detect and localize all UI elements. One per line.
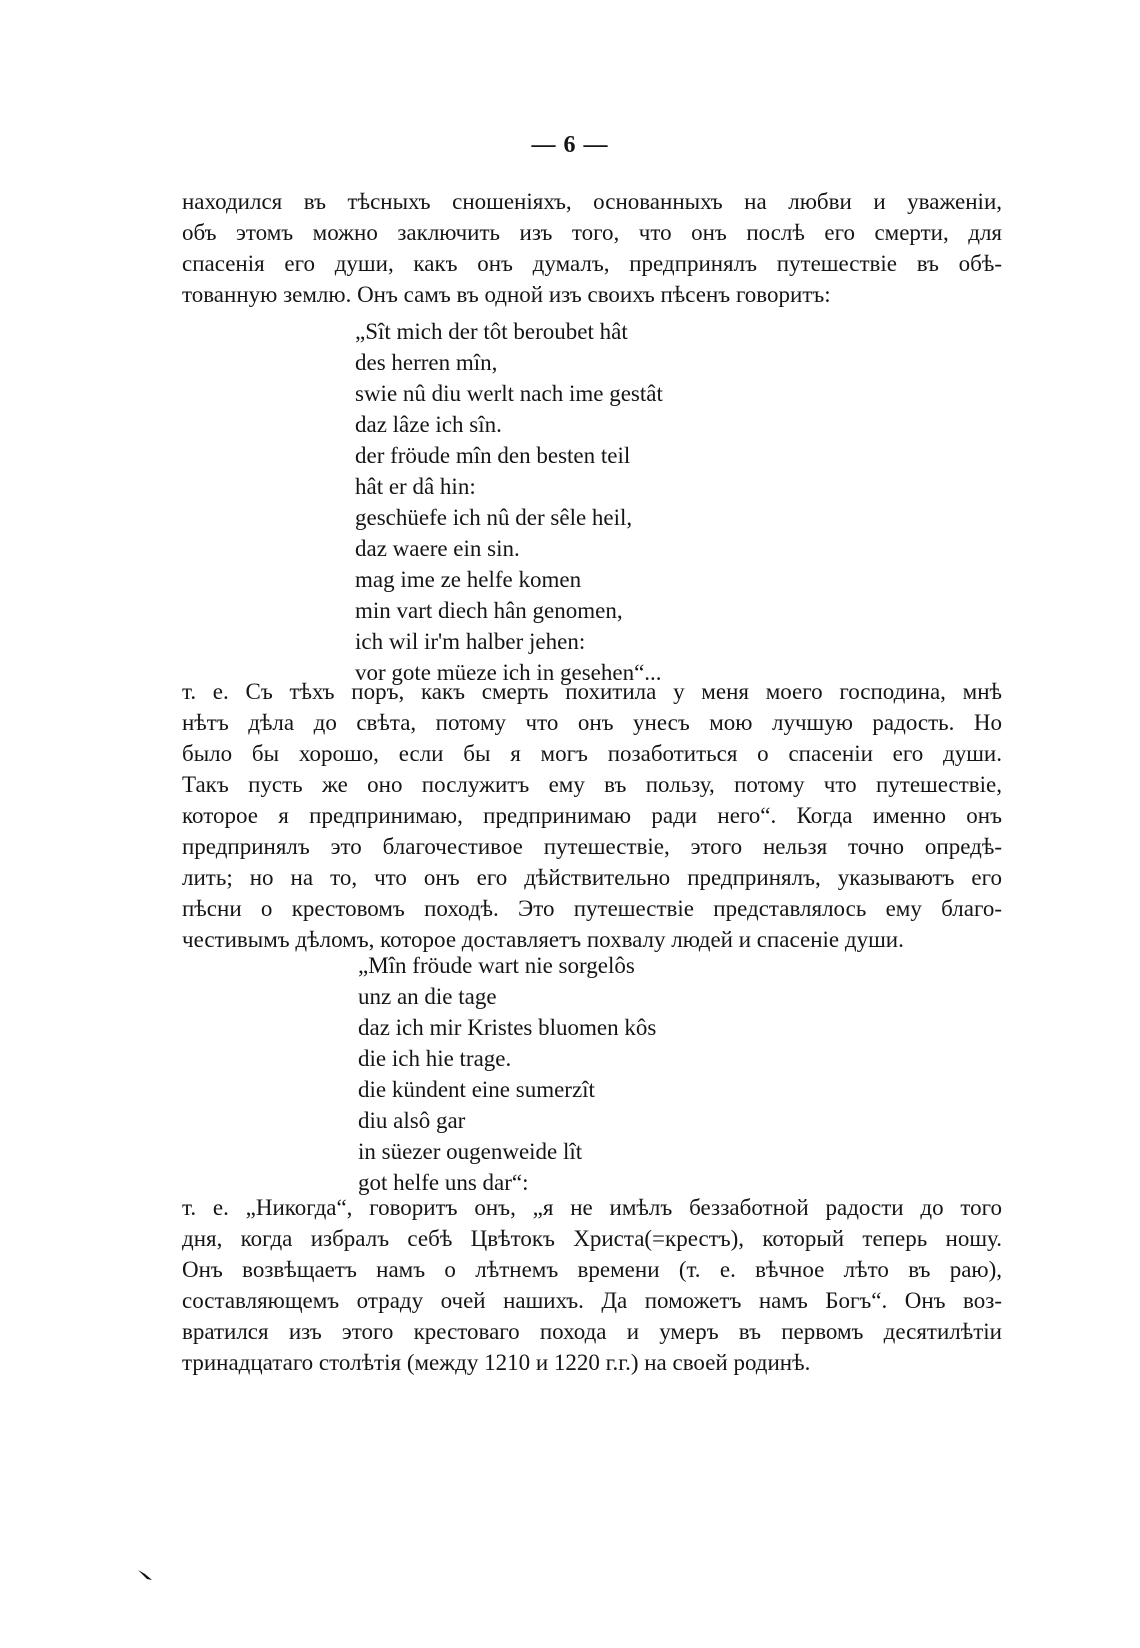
verse-line: ich wil ir'm halber jehen: <box>355 629 586 654</box>
verse-line: vor gote müeze ich in gesehen“... <box>355 660 662 685</box>
verse-line: der fröude mîn den besten teil <box>355 443 631 468</box>
verse-line: daz waere ein sin. <box>355 536 520 561</box>
paragraph-2-line: лить; но на то, что онъ его дѣйствительно предпринялъ, указываютъ его <box>182 865 1002 890</box>
verse-line: „Sît mich der tôt beroubet hât <box>355 319 628 344</box>
paragraph-2-line: Такъ пусть же оно послужитъ ему въ пользу, потому что путешествіе, <box>182 772 1002 797</box>
paragraph-3-line: вратился изъ этого крестоваго похода и умеръ въ первомъ десятилѣтіи <box>182 1319 1002 1344</box>
verse-line: daz lâze ich sîn. <box>355 412 502 437</box>
paragraph-2-line: которое я предпринимаю, предпринимаю ради него“. Когда именно онъ <box>182 803 1002 828</box>
page-number: — 6 — <box>531 132 609 158</box>
verse-line: daz ich mir Kristes bluomen kôs <box>358 1015 657 1040</box>
verse-line: unz an die tage <box>358 984 497 1009</box>
verse-line: diu alsô gar <box>358 1108 466 1133</box>
margin-mark <box>136 1568 156 1582</box>
verse-quote-2 <box>358 950 656 1198</box>
verse-line: des herren mîn, <box>355 350 498 375</box>
paragraph-3-line: тринадцатаго столѣтія (между 1210 и 1220 г.г.) на своей родинѣ. <box>182 1350 811 1375</box>
verse-line: in süezer ougenweide lît <box>358 1139 583 1164</box>
paragraph-1-line: спасенія его души, какъ онъ думалъ, предпринялъ путешествіе въ обѣ- <box>182 251 1002 276</box>
verse-line: mag ime ze helfe komen <box>355 567 582 592</box>
paragraph-3-line: составляющемъ отраду очей нашихъ. Да поможетъ намъ Богъ“. Онъ воз- <box>182 1288 1002 1313</box>
verse-line: die ich hie trage. <box>358 1046 512 1071</box>
paragraph-3-line: Онъ возвѣщаетъ намъ о лѣтнемъ времени (т. е. вѣчное лѣто въ раю), <box>182 1257 1002 1282</box>
paragraph-3-line: дня, когда избралъ себѣ Цвѣтокъ Христа(=крестъ), который теперь ношу. <box>182 1226 1002 1251</box>
paragraph-2-line: пѣсни о крестовомъ походѣ. Это путешествіе представлялось ему благо- <box>182 896 1002 921</box>
verse-line: „Mîn fröude wart nie sorgelôs <box>358 953 635 978</box>
verse-quote-1 <box>355 316 663 688</box>
verse-line: die kündent eine sumerzît <box>358 1077 595 1102</box>
verse-line: min vart diech hân genomen, <box>355 598 623 623</box>
paragraph-2-line: предпринялъ это благочестивое путешествіе, этого нельзя точно опредѣ- <box>182 834 1002 859</box>
paragraph-3-line: т. е. „Никогда“, говоритъ онъ, „я не имѣлъ беззаботной радости до того <box>182 1195 1002 1220</box>
paragraph-2-line: т. е. Съ тѣхъ поръ, какъ смерть похитила у меня моего господина, мнѣ <box>182 679 1002 704</box>
paragraph-2-line: честивымъ дѣломъ, которое доставляетъ похвалу людей и спасеніе души. <box>182 927 904 952</box>
verse-line: swie nû diu werlt nach ime gestât <box>355 381 663 406</box>
paragraph-3 <box>182 1192 1002 1378</box>
verse-line: geschüefe ich nû der sêle heil, <box>355 505 633 530</box>
verse-line: hât er dâ hin: <box>355 474 476 499</box>
paragraph-1 <box>182 186 1002 310</box>
paragraph-2-line: нѣтъ дѣла до свѣта, потому что онъ унесъ мою лучшую радость. Но <box>182 710 1002 735</box>
paragraph-1-line: находился въ тѣсныхъ сношеніяхъ, основанныхъ на любви и уваженіи, <box>182 189 1002 214</box>
paragraph-2-line: было бы хорошо, если бы я могъ позаботиться о спасеніи его души. <box>182 741 1002 766</box>
paragraph-1-line: тованную землю. Онъ самъ въ одной изъ своихъ пѣсенъ говоритъ: <box>182 282 831 307</box>
verse-line: got helfe uns dar“: <box>358 1170 529 1195</box>
paragraph-2 <box>182 676 1002 955</box>
paragraph-1-line: объ этомъ можно заключить изъ того, что онъ послѣ его смерти, для <box>182 220 1002 245</box>
